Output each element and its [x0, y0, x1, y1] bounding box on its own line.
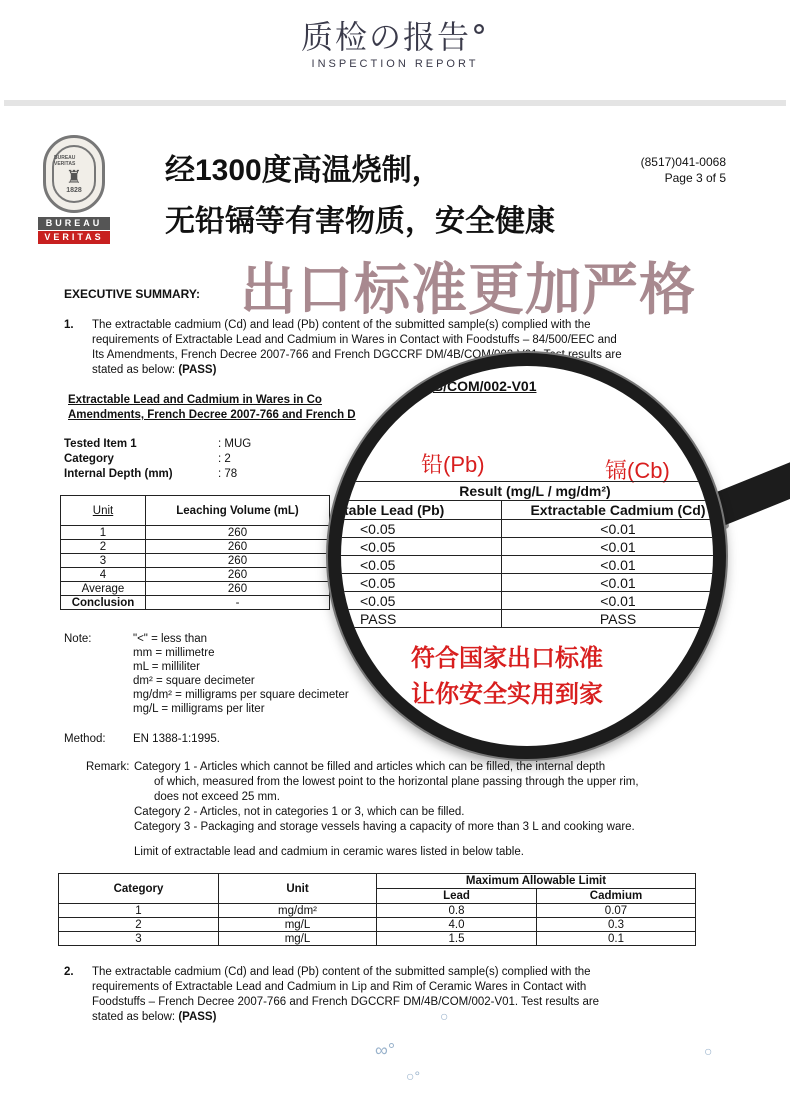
summary-heading: EXECUTIVE SUMMARY:: [64, 287, 201, 301]
limit-cell: 0.1: [537, 932, 696, 946]
item2-pass: (PASS): [178, 1011, 217, 1023]
limit-header-unit: Unit: [219, 874, 377, 904]
remark-lines: [134, 760, 724, 835]
lead-cell: PASS: [336, 610, 502, 628]
overlay-headline-1: 经1300度高温烧制，: [165, 154, 442, 187]
cadmium-cell: <0.01: [502, 520, 727, 538]
unit-cell: 2: [61, 540, 146, 554]
item2-line: Foodstuffs – French Decree 2007-766 and French DGCCRF DM/4B/COM/002-V01. Test results are: [92, 996, 600, 1008]
page-subtitle: INSPECTION REPORT: [311, 58, 479, 70]
remark-label: Remark:: [86, 761, 130, 773]
seal-figure-icon: ♜: [65, 166, 83, 187]
lead-cell: <0.05: [336, 556, 502, 574]
item1-line: The extractable cadmium (Cd) and lead (Pb) content of the submitted sample(s) complied with the: [92, 319, 591, 331]
limit-cell: 4.0: [377, 918, 537, 932]
note-line: mg/dm² = milligrams per square decimeter: [133, 689, 349, 701]
note-line: "<" = less than: [133, 633, 208, 645]
limit-cell: 0.3: [537, 918, 696, 932]
remark-line: Category 2 - Articles, not in categories 1 or 3, which can be filled.: [134, 806, 465, 818]
item2-text: [92, 965, 692, 1025]
cadmium-label-cn: 镉(Cb): [605, 458, 670, 483]
item1-line: Its Amendments, French Decree 2007-766 and French DGCCRF DM/4B/COM/002-V01. Test results are: [92, 349, 622, 361]
note-line: dm² = square decimeter: [133, 675, 255, 687]
lead-cell: <0.05: [336, 520, 502, 538]
limit-cell: 2: [59, 918, 219, 932]
volume-cell: 260: [146, 582, 330, 596]
volume-cell: 260: [146, 554, 330, 568]
page-title: 质检の报告°: [300, 18, 489, 56]
unit-cell: 3: [61, 554, 146, 568]
unit-cell: Conclusion: [61, 596, 146, 610]
remark-line: Category 3 - Packaging and storage vessels having a capacity of more than 3 L and cooking ware.: [134, 821, 635, 833]
slogan-line-1: 符合国家出口标准: [411, 645, 603, 672]
lead-cell: <0.05: [336, 592, 502, 610]
bureau-veritas-logo: [38, 135, 110, 244]
limit-header-lead: Lead: [377, 889, 537, 904]
lens-title-top: stuffs: [391, 367, 424, 381]
tested-label: Category: [64, 453, 114, 465]
item2-line: The extractable cadmium (Cd) and lead (Pb) content of the submitted sample(s) complied with the: [92, 966, 591, 978]
col-lead-header: table Lead (Pb): [336, 501, 502, 520]
item2-line: requirements of Extractable Lead and Cadmium in Lip and Rim of Ceramic Wares in Contact with: [92, 981, 587, 993]
brand-line-2: VERITAS: [38, 231, 110, 244]
tested-label: Internal Depth (mm): [64, 468, 173, 480]
volume-cell: -: [146, 596, 330, 610]
result-header: Result (mg/L / mg/dm²): [336, 482, 727, 501]
limit-cell: 1: [59, 904, 219, 918]
unit-cell: 1: [61, 526, 146, 540]
item1-number: 1.: [64, 319, 74, 331]
limit-header-max: Maximum Allowable Limit: [377, 874, 696, 889]
cadmium-cell: PASS: [502, 610, 727, 628]
unit-cell: Average: [61, 582, 146, 596]
cadmium-cell: <0.01: [502, 556, 727, 574]
cadmium-cell: <0.01: [502, 592, 727, 610]
bubble-icon: ○°: [406, 1068, 421, 1084]
limit-cell: 1.5: [377, 932, 537, 946]
note-label: Note:: [64, 633, 92, 645]
lead-cell: <0.05: [336, 538, 502, 556]
tested-values: [218, 437, 251, 482]
cadmium-cell: <0.01: [502, 538, 727, 556]
header-divider: [4, 100, 786, 106]
results-table-magnified: [335, 481, 726, 628]
overlay-headline-2: 无铅镉等有害物质，安全健康: [165, 205, 555, 238]
volume-cell: 260: [146, 568, 330, 582]
report-number: (8517)041-0068: [640, 155, 726, 169]
unit-cell: 4: [61, 568, 146, 582]
limit-line: Limit of extractable lead and cadmium in ceramic wares listed in below table.: [134, 846, 524, 858]
seal-icon: [43, 135, 105, 213]
bubble-icon: ○: [440, 1008, 449, 1024]
bubble-icon: ∞°: [375, 1040, 396, 1060]
header-volume: Leaching Volume (mL): [146, 496, 330, 526]
note-line: mg/L = milligrams per liter: [133, 703, 265, 715]
limit-cell: 0.8: [377, 904, 537, 918]
lens-title: B/COM/002-V01: [433, 378, 537, 394]
item1-line: stated as below:: [92, 364, 176, 376]
note-line: mm = millimetre: [133, 647, 215, 659]
remark-line: Category 1 - Articles which cannot be filled and articles which can be filled, the internal depth: [134, 761, 606, 773]
item2-number: 2.: [64, 966, 74, 978]
notes-list: [133, 632, 349, 716]
report-reference: [641, 154, 726, 186]
volume-cell: 260: [146, 526, 330, 540]
method-value: EN 1388-1:1995.: [133, 733, 220, 745]
test-title-line-2: Amendments, French Decree 2007-766 and French D: [68, 409, 356, 421]
limit-cell: mg/L: [219, 918, 377, 932]
limit-cell: 3: [59, 932, 219, 946]
col-cadmium-header: Extractable Cadmium (Cd): [502, 501, 727, 520]
seal-year: 1828: [66, 186, 82, 194]
brand-line-1: BUREAU: [38, 217, 110, 230]
overlay-headline-3: 出口标准更加严格: [240, 258, 696, 321]
page-indicator: Page 3 of 5: [664, 171, 726, 185]
bubble-icon: ○: [704, 1043, 713, 1059]
lead-cell: <0.05: [336, 574, 502, 592]
remark-line: of which, measured from the lowest point to the horizontal plane passing through the upper rim,: [154, 776, 639, 788]
limit-cell: mg/dm²: [219, 904, 377, 918]
limit-cell: mg/L: [219, 932, 377, 946]
lead-label-cn: 铅(Pb): [421, 452, 485, 477]
item2-line: stated as below:: [92, 1011, 176, 1023]
remark-line: does not exceed 25 mm.: [154, 791, 280, 803]
slogan-line-2: 让你安全实用到家: [411, 681, 603, 708]
tested-label: Tested Item 1: [64, 438, 137, 450]
item1-line: requirements of Extractable Lead and Cadmium in Wares in Contact with Foodstuffs – 84/500/EEC and: [92, 334, 617, 346]
cadmium-cell: <0.01: [502, 574, 727, 592]
tested-value: : 78: [218, 468, 238, 480]
volume-cell: 260: [146, 540, 330, 554]
method-label: Method:: [64, 733, 106, 745]
lens-title-right: d Its: [651, 394, 678, 409]
test-title-line-1: Extractable Lead and Cadmium in Wares in Co: [68, 394, 322, 406]
item1-pass: (PASS): [178, 364, 217, 376]
tested-value: : MUG: [218, 438, 252, 450]
seal-text: BUREAU VERITAS: [54, 154, 76, 167]
tested-labels: [64, 437, 173, 482]
magnifier-lens: [328, 353, 726, 759]
results-table-left: [60, 495, 330, 610]
limit-header-category: Category: [59, 874, 219, 904]
header-unit: Unit: [61, 496, 146, 526]
limit-table: [58, 873, 696, 946]
note-line: mL = milliliter: [133, 661, 200, 673]
limit-cell: 0.07: [537, 904, 696, 918]
tested-value: : 2: [218, 453, 231, 465]
limit-header-cadmium: Cadmium: [537, 889, 696, 904]
